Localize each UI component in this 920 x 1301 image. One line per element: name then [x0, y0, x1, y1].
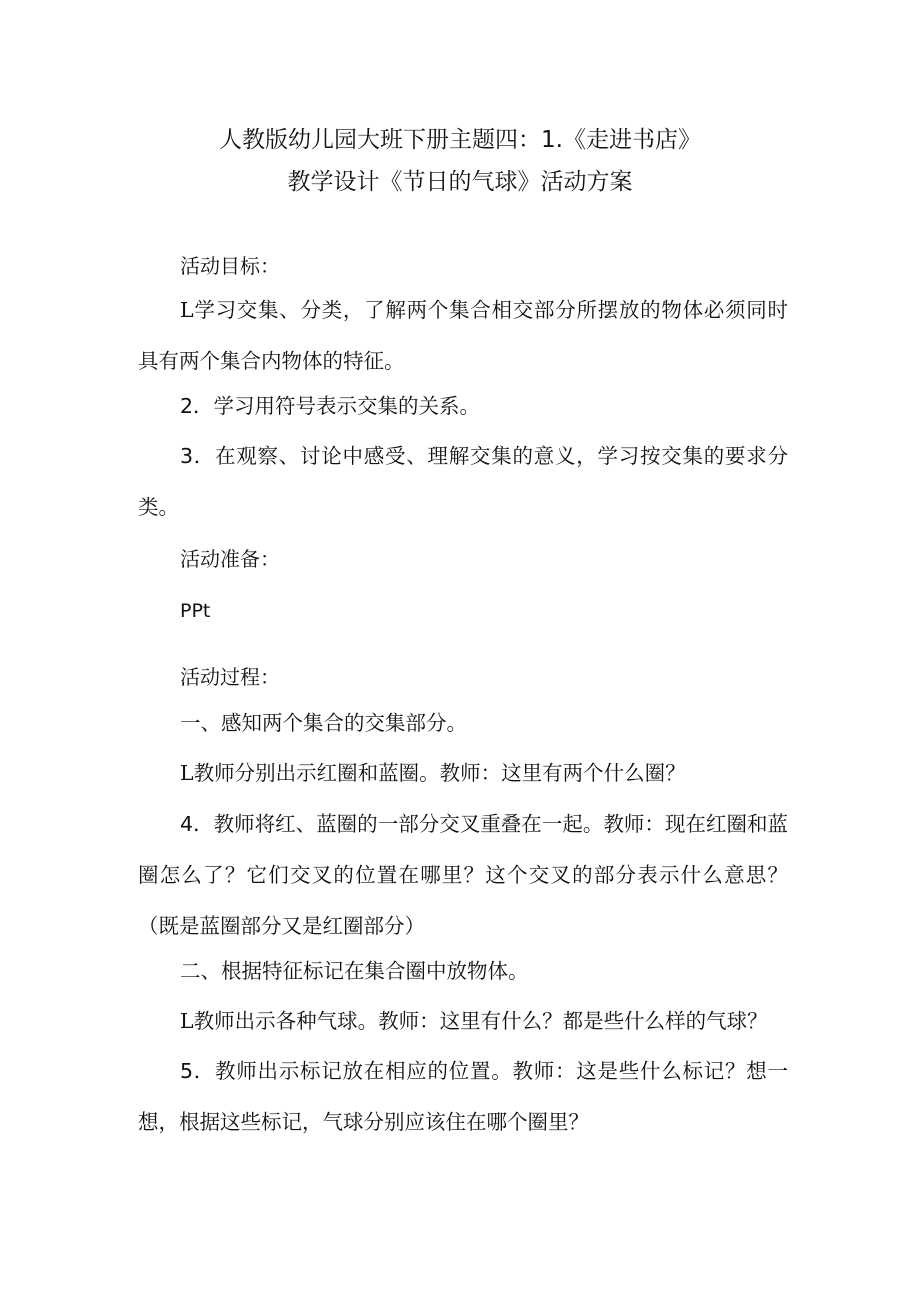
step-two-item-5-number: 5: [180, 1059, 194, 1083]
goal-item-3-text: ．在观察、讨论中感受、理解交集的意义，学习按交集的要求分类。: [138, 444, 788, 519]
step-one-item-4-number: 4: [180, 812, 194, 836]
goal-item-1: L学习交集、分类，了解两个集合相交部分所摆放的物体必须同时具有两个集合内物体的特征。: [138, 298, 788, 373]
step-two-item-5: [138, 1046, 788, 1148]
step-one-item-1: L教师分别出示红圈和蓝圈。教师：这里有两个什么圈？: [180, 761, 686, 785]
prep-text: PPt: [180, 600, 211, 622]
goal-item-3-number: 3: [180, 444, 194, 468]
process-heading: 活动过程：: [180, 665, 280, 689]
goal-item-2-text: ．学习用符号表示交集的关系。: [193, 394, 481, 418]
prep-heading: 活动准备：: [180, 547, 280, 571]
step-two-item-1: L教师出示各种气球。教师：这里有什么？都是些什么样的气球？: [180, 1009, 768, 1033]
step-one-item-4: [138, 799, 788, 952]
goal-item-2: [138, 381, 788, 432]
goals-heading: 活动目标：: [180, 254, 280, 278]
step-two-heading: 二、根据特征标记在集合圈中放物体。: [180, 959, 529, 983]
step-two-item-5-text: ．教师出示标记放在相应的位置。教师：这是些什么标记？想一想，根据这些标记，气球分别应该住在哪个圈里？: [138, 1059, 788, 1134]
goal-item-3: [138, 431, 788, 533]
goal-item-2-number: 2: [180, 394, 194, 418]
document-title-line-1: 人教版幼儿园大班下册主题四：1.《走进书店》: [219, 127, 701, 153]
step-one-heading: 一、感知两个集合的交集部分。: [180, 711, 467, 735]
document-title-line-2: 教学设计《节日的气球》活动方案: [287, 169, 633, 195]
step-one-item-4-text: ．教师将红、蓝圈的一部分交叉重叠在一起。教师：现在红圈和蓝圈怎么了？它们交叉的位置在哪里？这个交叉的部分表示什么意思？（既是蓝圈部分又是红圈部分）: [138, 812, 788, 938]
